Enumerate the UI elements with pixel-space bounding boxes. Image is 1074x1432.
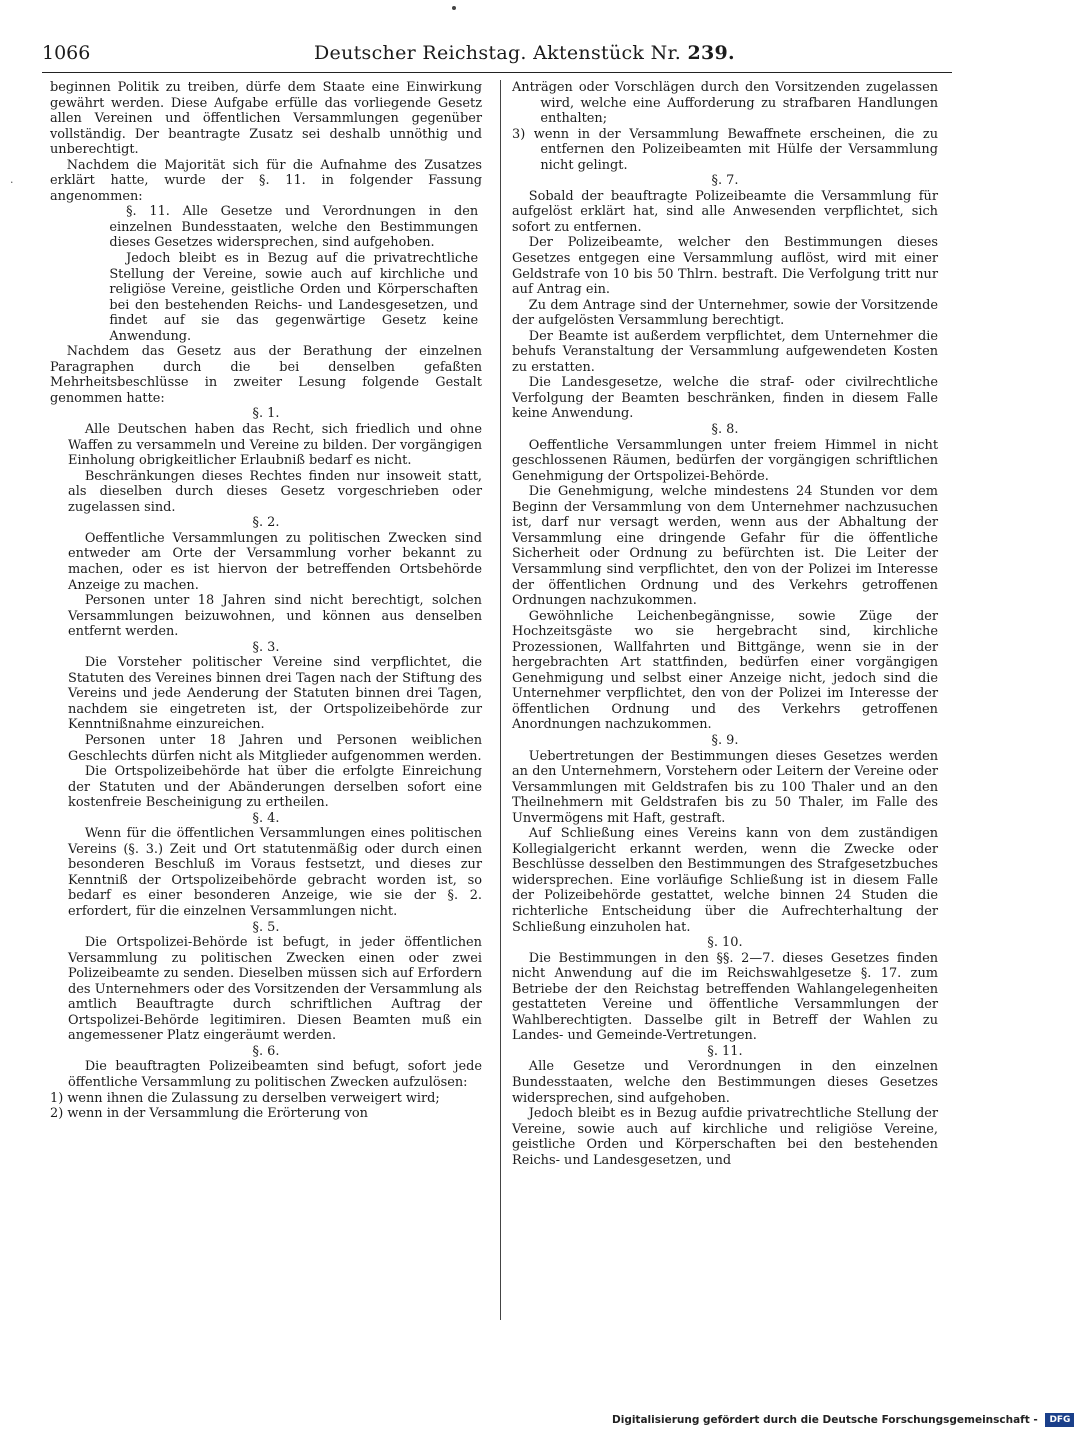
print-dot bbox=[452, 6, 456, 10]
list-item: 3) wenn in der Versammlung Bewaffnete erscheinen, die zu entfernen den Polizeibeamten mit Hülfe der Versammlung nicht gelingt. bbox=[512, 126, 938, 173]
credit-text: Digitalisierung gefördert durch die Deutsche Forschungsgemeinschaft - bbox=[612, 1414, 1038, 1426]
paragraph: Auf Schließung eines Vereins kann von dem zuständigen Kollegialgericht erkannt werden, wenn die Zwecke oder Beschlüsse desselben den Bestimmungen des Strafgesetzbuches widersprechen. Eine vorläufige Schließung ist in diesem Falle der Polizeibehörde gestattet, welche binnen 24 Studen die richterliche Entscheidung über die Aufrechterhaltung der Schließung einzuholen hat. bbox=[512, 826, 938, 935]
digitization-credit bbox=[612, 1413, 1074, 1427]
paragraph: Sobald der beauftragte Polizeibeamte die Versammlung für aufgelöst erklärt hat, sind alle Anwesenden verpflichtet, sich sofort zu entfernen. bbox=[512, 188, 938, 235]
section-heading: §. 5. bbox=[252, 919, 280, 935]
quoted-paragraph: Jedoch bleibt es in Bezug auf die privatrechtliche Stellung der Vereine, sowie auch auf kirchliche und religiöse Vereine, geistliche Orden und Körperschaften bei den bestehenden Reichs- und Landesgesetzen, und findet auf sie das gegenwärtige Gesetz keine Anwendung. bbox=[109, 251, 479, 344]
paragraph: Der Polizeibeamte, welcher den Bestimmungen dieses Gesetzes entgegen eine Versammlung auflöst, wird mit einer Geldstrafe von 10 bis 50 Thlrn. bestraft. Die Verfolgung tritt nur auf Antrag ein. bbox=[512, 235, 938, 298]
paragraph: Uebertretungen der Bestimmungen dieses Gesetzes werden an den Unternehmern, Vorstehern oder Leitern der Vereine oder Versammlungen mit Geldstrafen bis zu 100 Thaler und an den Theilnehmern mit Geldstrafen bis zu 50 Thaler, im Falle des Unvermögens mit Haft, gestraft. bbox=[512, 748, 938, 826]
statute-paragraph: Beschränkungen dieses Rechtes finden nur insoweit statt, als dieselben durch dieses Gesetz vorgeschrieben oder zugelassen sind. bbox=[68, 468, 482, 515]
quoted-paragraph: §. 11. Alle Gesetze und Verordnungen in den einzelnen Bundesstaaten, welche den Bestimmungen dieses Gesetzes widersprechen, sind aufgehoben. bbox=[109, 204, 479, 251]
list-item: 1) wenn ihnen die Zulassung zu derselben verweigert wird; bbox=[50, 1090, 440, 1106]
running-title bbox=[314, 42, 735, 64]
section-heading: §. 3. bbox=[252, 639, 280, 655]
paragraph: Oeffentliche Versammlungen unter freiem Himmel in nicht geschlossenen Räumen, bedürfen der vorgängigen schriftlichen Genehmigung der Ortspolizei-Behörde. bbox=[512, 437, 938, 484]
right-column bbox=[512, 80, 938, 1168]
paragraph: Nachdem das Gesetz aus der Berathung der einzelnen Paragraphen durch die bei denselben gefaßten Mehrheitsbeschlüsse in zweiter Lesung folgende Gestalt genommen hatte: bbox=[50, 344, 482, 406]
paragraph: Gewöhnliche Leichenbegängnisse, sowie Züge der Hochzeitsgäste wo sie hergebracht sind, kirchliche Prozessionen, Wallfahrten und Bittgänge, wenn sie in der hergebrachten Art stattfinden, bedürfen einer vorgängigen Genehmigung und selbst einer Anzeige nicht, jedoch sind die Unternehmer verpflichtet, den von der Polizei im Interesse der öffentlichen Ordnung und des Verkehrs getroffenen Anordnungen nachzukommen. bbox=[512, 608, 938, 733]
statute-paragraph: Die beauftragten Polizeibeamten sind befugt, sofort jede öffentliche Versammlung zu politischen Zwecken aufzulösen: bbox=[68, 1059, 482, 1090]
statute-paragraph: Wenn für die öffentlichen Versammlungen eines politischen Vereins (§. 3.) Zeit und Ort statutenmäßig oder durch einen besonderen Beschluß im Voraus festsetzt, und dieses zur Kenntniß der Ortspolizeibehörde gebracht worden ist, so bedarf es einer besonderen Anzeige, wie sie der §. 2. erfordert, für die einzelnen Versammlungen nicht. bbox=[68, 826, 482, 919]
section-heading: §. 2. bbox=[252, 515, 280, 531]
statute-paragraph: Alle Deutschen haben das Recht, sich friedlich und ohne Waffen zu versammeln und Vereine zu bilden. Der vorgängigen Einholung obrigkeitlicher Erlaubniß bedarf es nicht. bbox=[68, 422, 482, 469]
section-heading: §. 11. bbox=[707, 1043, 743, 1059]
list-item: Anträgen oder Vorschlägen durch den Vorsitzenden zugelassen wird, welche eine Aufforderung zu strafbaren Handlungen enthalten; bbox=[512, 80, 938, 127]
document-number: 239. bbox=[687, 42, 735, 64]
paragraph: Die Landesgesetze, welche die straf- oder civilrechtliche Verfolgung der Beamten beschränken, finden in diesem Falle keine Anwendung. bbox=[512, 375, 938, 422]
statute-paragraph: Die Ortspolizei-Behörde ist befugt, in jeder öffentlichen Versammlung zu politischen Zwecken einen oder zwei Polizeibeamte zu senden. Dieselben müssen sich auf Erfordern des Unternehmers oder des Vorsitzenden der Versammlung als amtlich Beauftragte durch schriftlichen Auftrag der Ortspolizei-Behörde legitimiren. Diesen Beamten muß ein angemessener Platz eingeräumt werden. bbox=[68, 935, 482, 1044]
statute-paragraph: Oeffentliche Versammlungen zu politischen Zwecken sind entweder am Orte der Versammlung vorher bekannt zu machen, oder es ist hiervon der betreffenden Ortsbehörde Anzeige zu machen. bbox=[68, 530, 482, 593]
margin-mark: · bbox=[10, 176, 14, 189]
section-heading: §. 1. bbox=[252, 406, 280, 422]
section-heading: §. 7. bbox=[711, 173, 739, 189]
statute-paragraph: Personen unter 18 Jahren sind nicht berechtigt, solchen Versammlungen beizuwohnen, und können aus denselben entfernt werden. bbox=[68, 593, 482, 640]
page-number: 1066 bbox=[42, 42, 91, 64]
section-heading: §. 8. bbox=[711, 422, 739, 438]
page-header bbox=[42, 38, 952, 73]
paragraph: Jedoch bleibt es in Bezug aufdie privatrechtliche Stellung der Vereine, sowie auch auf kirchliche und religiöse Vereine, geistliche Orden und Körperschaften bei den bestehenden Reichs- und Landesgesetzen, und bbox=[512, 1106, 938, 1168]
running-title-text: Deutscher Reichstag. Aktenstück Nr. bbox=[314, 42, 682, 64]
statute-paragraph: Die Vorsteher politischer Vereine sind verpflichtet, die Statuten des Vereines binnen drei Tagen nach der Stiftung des Vereins und jede Aenderung der Statuten binnen drei Tagen, nachdem sie eingetreten ist, der Ortspolizeibehörde zur Kenntnißnahme einzureichen. bbox=[68, 655, 482, 733]
paragraph: Die Genehmigung, welche mindestens 24 Stunden vor dem Beginn der Versammlung von dem Unternehmer nachzusuchen ist, darf nur versagt werden, wenn aus der Abhaltung der Versammlung eine dringende Gefahr für die öffentliche Sicherheit oder Ordnung zu befürchten ist. Die Leiter der Versammlung sind verpflichtet, den von der Polizei im Interesse der öffentlichen Ordnung und des Verkehrs getroffenen Ordnungen nachzukommen. bbox=[512, 484, 938, 609]
statute-paragraph: Die Ortspolizeibehörde hat über die erfolgte Einreichung der Statuten und der Abänderungen derselben sofort eine kostenfreie Bescheinigung zu ertheilen. bbox=[68, 764, 482, 811]
paragraph: Der Beamte ist außerdem verpflichtet, dem Unternehmer die behufs Veranstaltung der Versammlung aufgewendeten Kosten zu erstatten. bbox=[512, 328, 938, 375]
section-heading: §. 9. bbox=[711, 732, 739, 748]
paragraph: Die Bestimmungen in den §§. 2—7. dieses Gesetzes finden nicht Anwendung auf die im Reichswahlgesetze §. 17. zum Betriebe der den Reichstag betreffenden Wahlangelegenheiten gestatteten Vereine und öffentliche Versammlungen der Wahlberechtigten. Dasselbe gilt in Betreff der Wahlen zu Landes- und Gemeinde-Vertretungen. bbox=[512, 950, 938, 1044]
section-heading: §. 4. bbox=[252, 810, 280, 826]
left-column bbox=[50, 80, 482, 1122]
statute-paragraph: Personen unter 18 Jahren und Personen weiblichen Geschlechts dürfen nicht als Mitglieder aufgenommen werden. bbox=[68, 732, 482, 764]
section-heading: §. 6. bbox=[252, 1043, 280, 1059]
paragraph: beginnen Politik zu treiben, dürfe dem Staate eine Einwirkung gewährt werden. Diese Aufgabe erfülle das vorliegende Gesetz allen Vereinen und öffentlichen Versammlungen gegenüber vollständig. Der beantragte Zusatz sei deshalb unnöthig und unberechtigt. bbox=[50, 80, 482, 158]
list-item: 2) wenn in der Versammlung die Erörterung von bbox=[50, 1106, 368, 1122]
dfg-logo: DFG bbox=[1045, 1413, 1074, 1427]
paragraph: Alle Gesetze und Verordnungen in den einzelnen Bundesstaaten, welche den Bestimmungen dieses Gesetzes widersprechen, sind aufgehoben. bbox=[512, 1059, 938, 1106]
column-divider bbox=[500, 80, 501, 1320]
paragraph: Nachdem die Majorität sich für die Aufnahme des Zusatzes erklärt hatte, wurde der §. 11. in folgender Fassung angenommen: bbox=[50, 157, 482, 204]
section-heading: §. 10. bbox=[707, 935, 743, 951]
paragraph: Zu dem Antrage sind der Unternehmer, sowie der Vorsitzende der aufgelösten Versammlung berechtigt. bbox=[512, 297, 938, 329]
